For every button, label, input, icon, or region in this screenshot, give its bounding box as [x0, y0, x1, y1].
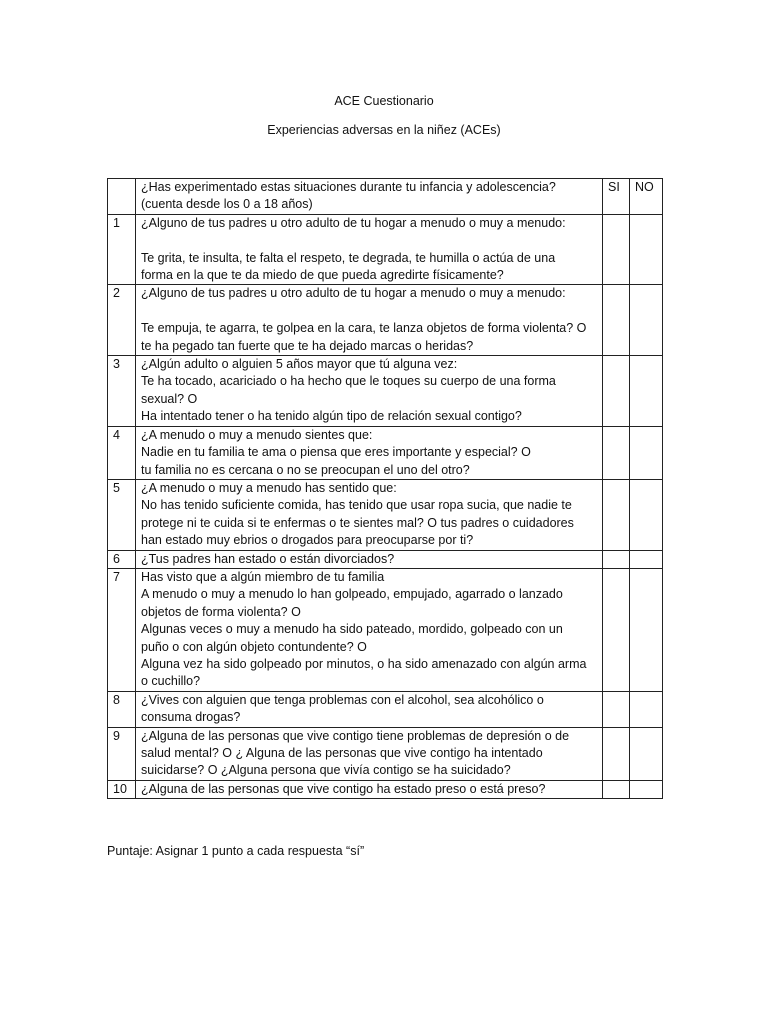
answer-si-cell[interactable]: [603, 356, 630, 427]
answer-si-cell[interactable]: [603, 285, 630, 356]
page-title: ACE Cuestionario: [334, 94, 434, 108]
question-text: ¿A menudo o muy a menudo has sentido que: No has tenido suficiente comida, has tenido que usar ropa sucia, que nadie te protege ni te cuida si te enfermas o te sientes mal? O tus padres o cuidadores han estado muy ebrios o drogados para preocuparse por ti?: [136, 479, 603, 550]
question-text: ¿Alguna de las personas que vive contigo tiene problemas de depresión o de salud mental? O ¿ Alguna de las personas que vive contigo ha intentado suicidarse? O ¿Alguna persona que vivía contigo se ha suicidado?: [136, 727, 603, 780]
question-text: ¿Alguno de tus padres u otro adulto de tu hogar a menudo o muy a menudo: Te grita, te insulta, te falta el respeto, te degrada, te humilla o actúa de una forma en la que te da miedo de que pueda agredirte físicamente?: [136, 214, 603, 285]
page-subtitle: Experiencias adversas en la niñez (ACEs): [267, 123, 501, 137]
table-row: [108, 780, 663, 798]
question-number: 7: [108, 568, 136, 691]
answer-no-cell[interactable]: [630, 214, 663, 285]
question-text: ¿Alguna de las personas que vive contigo ha estado preso o está preso?: [136, 780, 603, 798]
header-number-cell: [108, 179, 136, 215]
header-si: SI: [603, 179, 630, 215]
answer-no-cell[interactable]: [630, 568, 663, 691]
answer-si-cell[interactable]: [603, 550, 630, 568]
question-text: Has visto que a algún miembro de tu familia A menudo o muy a menudo lo han golpeado, empujado, agarrado o lanzado objetos de forma violenta? O Algunas veces o muy a menudo ha sido pateado, mordido, golpeado con un puño o con algún objeto contundente? O Alguna vez ha sido golpeado por minutos, o ha sido amenazado con algún arma o cuchillo?: [136, 568, 603, 691]
table-row: [108, 479, 663, 550]
question-text: ¿Vives con alguien que tenga problemas con el alcohol, sea alcohólico o consuma drogas?: [136, 691, 603, 727]
table-row: [108, 285, 663, 356]
question-number: 8: [108, 691, 136, 727]
answer-no-cell[interactable]: [630, 426, 663, 479]
answer-si-cell[interactable]: [603, 214, 630, 285]
answer-no-cell[interactable]: [630, 727, 663, 780]
answer-no-cell[interactable]: [630, 356, 663, 427]
questionnaire-table: [107, 178, 663, 799]
table-row: [108, 691, 663, 727]
table-row: [108, 356, 663, 427]
answer-no-cell[interactable]: [630, 285, 663, 356]
question-text: ¿Alguno de tus padres u otro adulto de tu hogar a menudo o muy a menudo: Te empuja, te agarra, te golpea en la cara, te lanza objetos de forma violenta? O te ha pegado tan fuerte que te ha dejado marcas o heridas?: [136, 285, 603, 356]
answer-no-cell[interactable]: [630, 780, 663, 798]
table-row: [108, 550, 663, 568]
question-text: ¿Tus padres han estado o están divorciados?: [136, 550, 603, 568]
scoring-note: Puntaje: Asignar 1 punto a cada respuesta “sí”: [107, 844, 365, 858]
answer-si-cell[interactable]: [603, 691, 630, 727]
question-number: 4: [108, 426, 136, 479]
question-number: 10: [108, 780, 136, 798]
question-number: 5: [108, 479, 136, 550]
answer-no-cell[interactable]: [630, 479, 663, 550]
table-row: [108, 568, 663, 691]
question-number: 3: [108, 356, 136, 427]
question-number: 1: [108, 214, 136, 285]
answer-no-cell[interactable]: [630, 691, 663, 727]
answer-si-cell[interactable]: [603, 568, 630, 691]
table-row: [108, 727, 663, 780]
question-number: 6: [108, 550, 136, 568]
table-header-row: [108, 179, 663, 215]
question-number: 9: [108, 727, 136, 780]
table-row: [108, 214, 663, 285]
answer-si-cell[interactable]: [603, 426, 630, 479]
header-no: NO: [630, 179, 663, 215]
question-text: ¿A menudo o muy a menudo sientes que: Nadie en tu familia te ama o piensa que eres importante y especial? O tu familia no es cercana o no se preocupan el uno del otro?: [136, 426, 603, 479]
answer-si-cell[interactable]: [603, 727, 630, 780]
question-number: 2: [108, 285, 136, 356]
header-question: ¿Has experimentado estas situaciones durante tu infancia y adolescencia? (cuenta desde los 0 a 18 años): [136, 179, 603, 215]
question-text: ¿Algún adulto o alguien 5 años mayor que tú alguna vez: Te ha tocado, acariciado o ha hecho que le toques su cuerpo de una forma sexual? O Ha intentado tener o ha tenido algún tipo de relación sexual contigo?: [136, 356, 603, 427]
answer-no-cell[interactable]: [630, 550, 663, 568]
answer-si-cell[interactable]: [603, 479, 630, 550]
answer-si-cell[interactable]: [603, 780, 630, 798]
table-row: [108, 426, 663, 479]
